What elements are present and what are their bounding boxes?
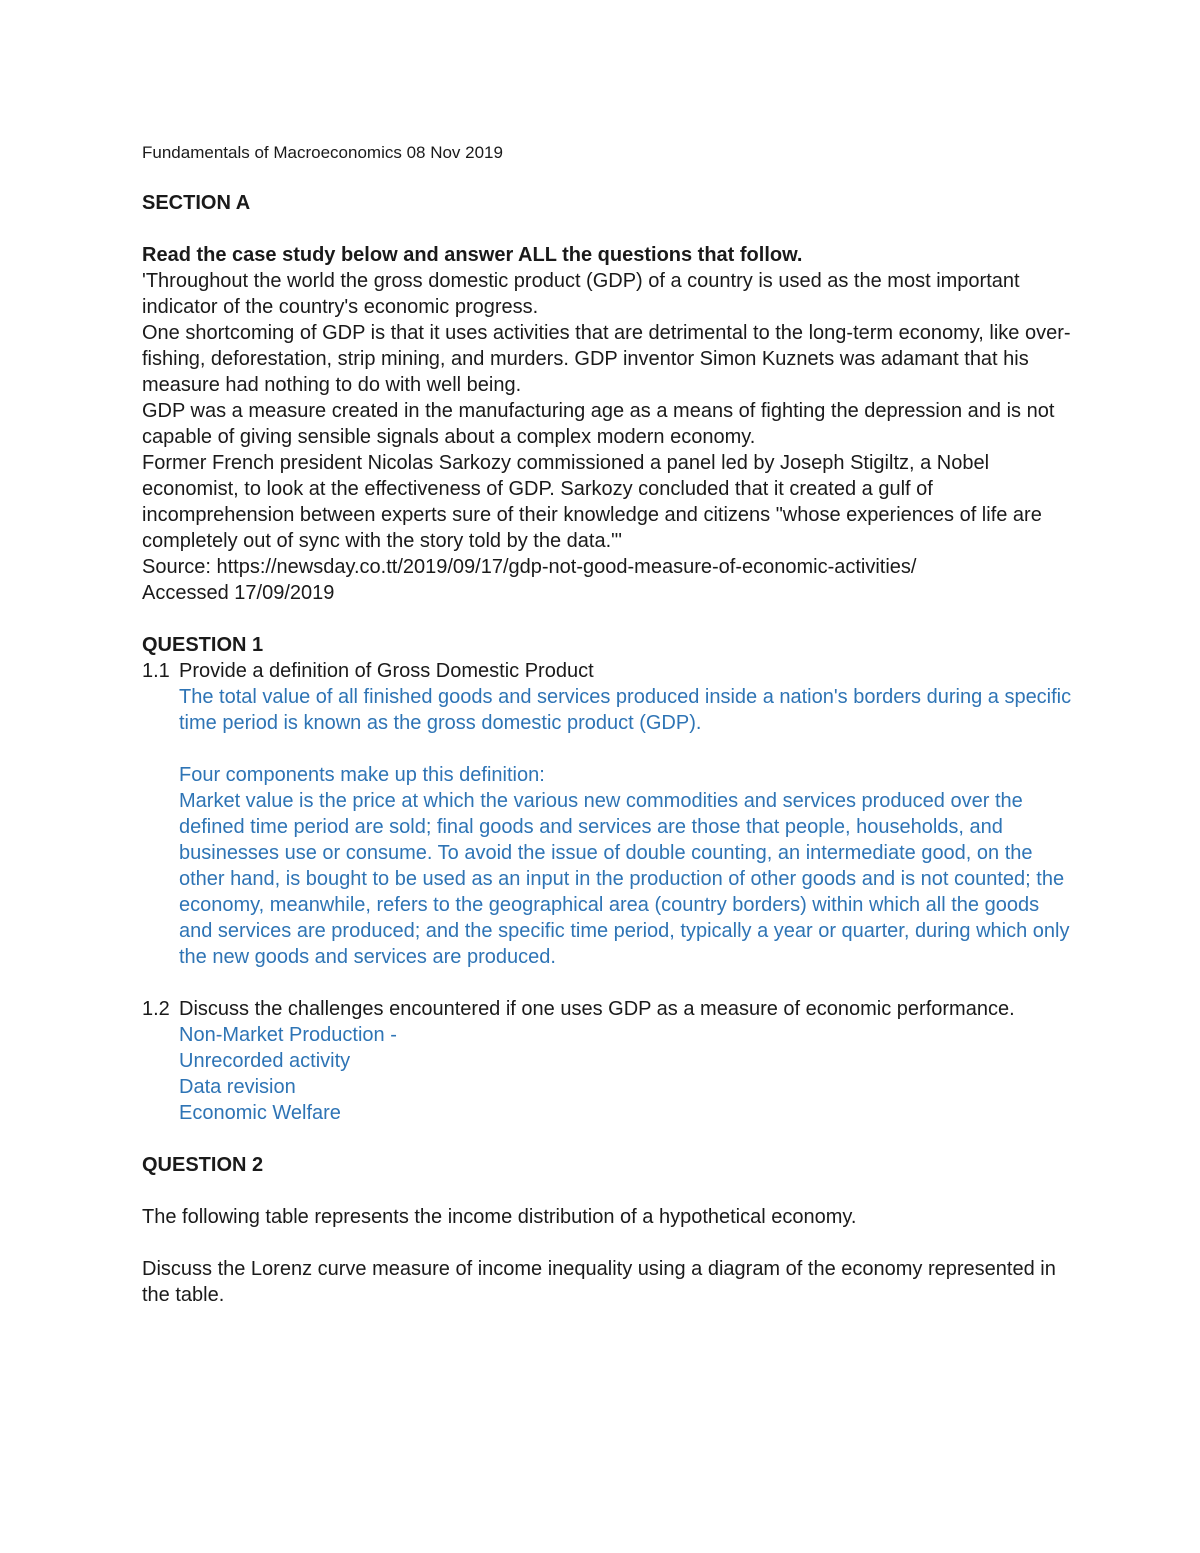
answer-item: Unrecorded activity	[179, 1050, 351, 1072]
accessed-line: Accessed 17/09/2019	[142, 582, 335, 604]
question-2-paragraph: The following table represents the income distribution of a hypothetical economy.	[142, 1206, 857, 1228]
case-study-paragraph: Former French president Nicolas Sarkozy commissioned a panel led by Joseph Stigiltz, a Nobel economist, to look at the effectiveness of GDP. Sarkozy concluded that it created a gulf of incomprehension between experts sure of their knowledge and citizens "whose experiences of life are completely out of sync with the story told by the data."'	[142, 452, 1042, 552]
source-line: Source: https://newsday.co.tt/2019/09/17/gdp-not-good-measure-of-economic-activities/	[142, 556, 917, 578]
case-study-paragraph: One shortcoming of GDP is that it uses activities that are detrimental to the long-term economy, like over-fishing, deforestation, strip mining, and murders. GDP inventor Simon Kuznets was adamant that his measure had nothing to do with well being.	[142, 322, 1071, 396]
instruction: Read the case study below and answer ALL the questions that follow.	[142, 244, 803, 266]
document-page	[142, 140, 1072, 1308]
question-number: 1.2	[142, 998, 170, 1020]
question-text: Discuss the challenges encountered if one uses GDP as a measure of economic performance.	[179, 998, 1015, 1020]
case-study	[142, 268, 1072, 606]
question-1-2	[142, 996, 1072, 1022]
question-2-paragraph: Discuss the Lorenz curve measure of income inequality using a diagram of the economy represented in the table.	[142, 1258, 1056, 1306]
answer-item: Economic Welfare	[179, 1102, 341, 1124]
answer-paragraph: Market value is the price at which the various new commodities and services produced over the defined time period are sold; final goods and services are those that people, households, and businesses use or consume. To avoid the issue of double counting, an intermediate good, on the other hand, is bought to be used as an input in the production of other goods and is not counted; the economy, meanwhile, refers to the geographical area (country borders) within which all the goods and services are produced; and the specific time period, typically a year or quarter, during which only the new goods and services are produced.	[179, 790, 1070, 968]
question-1-title: QUESTION 1	[142, 634, 264, 656]
question-text: Provide a definition of Gross Domestic Product	[179, 660, 594, 682]
section-title: SECTION A	[142, 192, 251, 214]
question-1-1	[142, 658, 1072, 684]
question-2-title: QUESTION 2	[142, 1154, 264, 1176]
answer-item: Data revision	[179, 1076, 296, 1098]
question-number: 1.1	[142, 660, 170, 682]
answer-item: Non-Market Production -	[179, 1024, 397, 1046]
document-header: Fundamentals of Macroeconomics 08 Nov 2019	[142, 143, 503, 162]
case-study-paragraph: GDP was a measure created in the manufacturing age as a means of fighting the depression and is not capable of giving sensible signals about a complex modern economy.	[142, 400, 1055, 448]
answer-paragraph: Four components make up this definition:	[179, 764, 545, 786]
answer-paragraph: The total value of all finished goods and services produced inside a nation's borders during a specific time period is known as the gross domestic product (GDP).	[179, 686, 1072, 734]
case-study-paragraph: 'Throughout the world the gross domestic product (GDP) of a country is used as the most important indicator of the country's economic progress.	[142, 270, 1020, 318]
